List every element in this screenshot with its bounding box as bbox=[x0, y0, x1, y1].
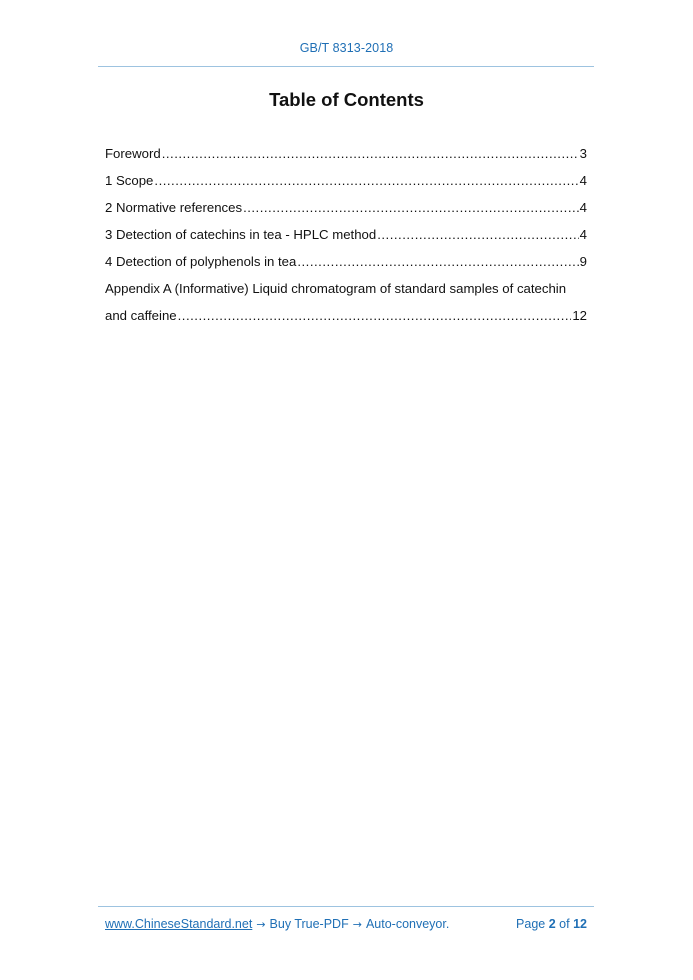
toc-entry-label: 4 Detection of polyphenols in tea bbox=[105, 254, 297, 269]
right-arrow-icon: → bbox=[352, 918, 362, 931]
toc-entry-appendix-a-line2[interactable] bbox=[105, 302, 587, 329]
toc-dot-leader bbox=[297, 248, 578, 275]
toc-entry-normative-references[interactable] bbox=[105, 194, 587, 221]
page-label: Page bbox=[516, 917, 546, 931]
header-divider bbox=[98, 66, 594, 67]
toc-entry-foreword[interactable] bbox=[105, 140, 587, 167]
site-link[interactable]: www.ChineseStandard.net bbox=[105, 917, 253, 931]
toc-dot-leader bbox=[243, 194, 579, 221]
toc-list bbox=[105, 140, 587, 329]
toc-entry-polyphenols[interactable] bbox=[105, 248, 587, 275]
toc-entry-page: 4 bbox=[579, 227, 587, 242]
toc-entry-page: 4 bbox=[579, 200, 587, 215]
toc-entry-page: 9 bbox=[579, 254, 587, 269]
page-of-label: of bbox=[559, 917, 570, 931]
page-total: 12 bbox=[573, 917, 587, 931]
toc-entry-page: 12 bbox=[572, 308, 587, 323]
toc-dot-leader bbox=[154, 167, 578, 194]
toc-entry-label-line2: and caffeine bbox=[105, 308, 177, 323]
footer-divider bbox=[98, 906, 594, 907]
toc-title: Table of Contents bbox=[269, 89, 424, 110]
right-arrow-icon: → bbox=[256, 918, 266, 931]
buy-pdf-text: Buy True-PDF bbox=[269, 917, 349, 931]
toc-entry-label: Foreword bbox=[105, 146, 161, 161]
page-current: 2 bbox=[548, 917, 556, 931]
toc-entry-label: 2 Normative references bbox=[105, 200, 243, 215]
toc-entry-appendix-a[interactable] bbox=[105, 275, 587, 329]
toc-entry-label: 1 Scope bbox=[105, 173, 154, 188]
toc-dot-leader bbox=[377, 221, 578, 248]
toc-dot-leader bbox=[162, 140, 579, 167]
auto-conveyor-text: Auto-conveyor. bbox=[365, 917, 450, 931]
toc-entry-catechins-hplc[interactable] bbox=[105, 221, 587, 248]
toc-entry-page: 3 bbox=[579, 146, 587, 161]
toc-entry-label: 3 Detection of catechins in tea - HPLC method bbox=[105, 227, 377, 242]
toc-entry-page: 4 bbox=[579, 173, 587, 188]
document-header-code: GB/T 8313-2018 bbox=[299, 41, 394, 55]
toc-dot-leader bbox=[178, 302, 572, 329]
page-indicator bbox=[516, 917, 587, 931]
page-footer bbox=[105, 917, 587, 931]
toc-entry-label-line1: Appendix A (Informative) Liquid chromatogram of standard samples of catechin bbox=[105, 281, 567, 296]
toc-entry-scope[interactable] bbox=[105, 167, 587, 194]
